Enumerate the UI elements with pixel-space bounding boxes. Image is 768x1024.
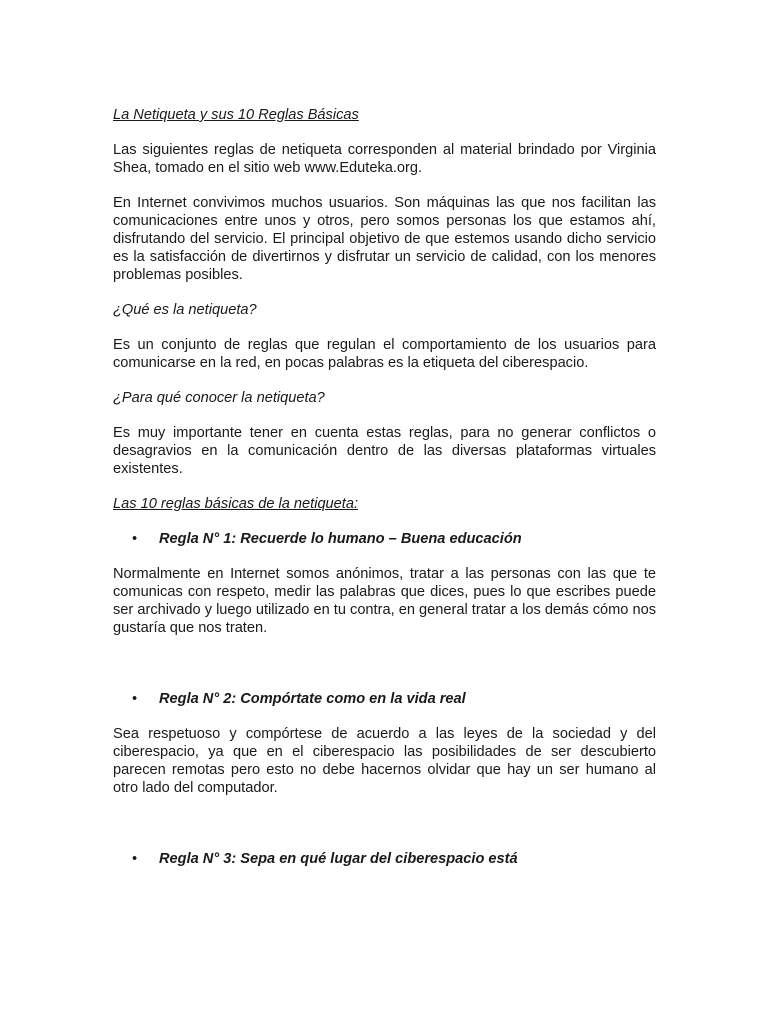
internet-paragraph: En Internet convivimos muchos usuarios. Son máquinas las que nos facilitan las comunicaciones entre unos y otros, pero somos personas los que estamos ahí, disfrutando del servicio. El principal objetivo de que estemos usando dicho servicio es la satisfacción de divertirnos y disfrutar un servicio de calidad, con los menores problemas posibles.	[113, 195, 656, 283]
question-what-is-netiquette: ¿Qué es la netiqueta?	[113, 302, 257, 318]
spacer	[113, 654, 656, 690]
document-page	[113, 106, 656, 885]
rules-heading: Las 10 reglas básicas de la netiqueta:	[113, 496, 359, 512]
rule-1-title-text: Regla N° 1: Recuerde lo humano – Buena educación	[159, 531, 522, 547]
rule-2-text: Sea respetuoso y compórtese de acuerdo a las leyes de la sociedad y del ciberespacio, ya que en el ciberespacio las posibilidades de ser descubierto parecen remotas pero esto no debe hacernos olvidar que hay un ser humano al otro lado del computador.	[113, 726, 656, 796]
rule-3-title	[113, 850, 656, 868]
bullet-icon: •	[132, 851, 138, 867]
bullet-icon: •	[132, 531, 138, 547]
answer-why-know-netiquette: Es muy importante tener en cuenta estas reglas, para no generar conflictos o desagravios en la comunicación dentro de las diversas plataformas virtuales existentes.	[113, 425, 656, 477]
answer-what-is-netiquette: Es un conjunto de reglas que regulan el comportamiento de los usuarios para comunicarse en la red, en pocas palabras es la etiqueta del ciberespacio.	[113, 337, 656, 371]
spacer	[113, 814, 656, 850]
rule-2-title-text: Regla N° 2: Compórtate como en la vida real	[159, 691, 466, 707]
bullet-icon: •	[132, 691, 138, 707]
rule-2-title	[113, 690, 656, 708]
rule-1-text: Normalmente en Internet somos anónimos, tratar a las personas con las que te comunicas con respeto, medir las palabras que dices, pues lo que escribes puede ser archivado y luego utilizado en tu contra, en general tratar a los demás cómo nos gustaría que nos traten.	[113, 566, 656, 636]
document-title: La Netiqueta y sus 10 Reglas Básicas	[113, 107, 359, 123]
intro-paragraph: Las siguientes reglas de netiqueta corresponden al material brindado por Virginia Shea, tomado en el sitio web www.Eduteka.org.	[113, 142, 656, 176]
rule-3-title-text: Regla N° 3: Sepa en qué lugar del ciberespacio está	[159, 851, 518, 867]
rule-1-title	[113, 530, 656, 548]
question-why-know-netiquette: ¿Para qué conocer la netiqueta?	[113, 390, 325, 406]
